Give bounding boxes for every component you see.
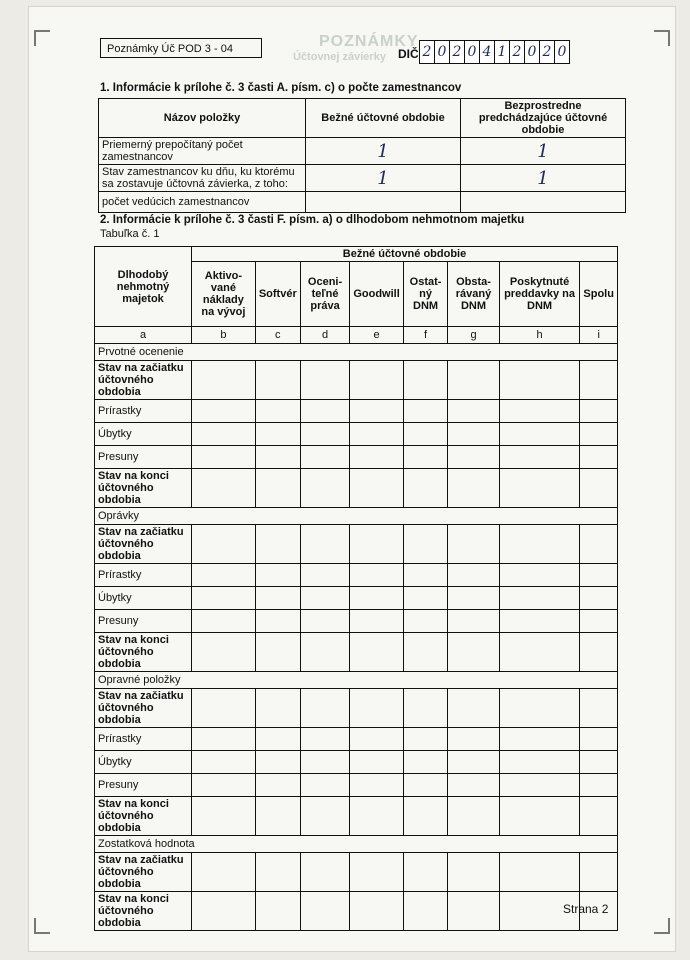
value-cell[interactable] — [300, 610, 350, 633]
value-cell[interactable] — [255, 633, 300, 672]
value-cell[interactable] — [255, 587, 300, 610]
value-cell[interactable] — [300, 446, 350, 469]
col-header: Poskytnuté preddavky na DNM — [499, 262, 580, 327]
section-1-title: 1. Informácie k prílohe č. 3 časti A. písm. c) o počte zamestnancov — [100, 82, 462, 94]
value-cell[interactable] — [403, 892, 448, 931]
value-cell[interactable] — [580, 400, 618, 423]
table-row — [95, 361, 618, 400]
value-cell[interactable] — [350, 774, 403, 797]
column-letter: b — [192, 327, 256, 344]
value-cell[interactable] — [403, 564, 448, 587]
value-cell[interactable] — [499, 689, 580, 728]
value-cell[interactable] — [192, 400, 256, 423]
value-cell[interactable] — [448, 797, 499, 836]
column-letter: c — [255, 327, 300, 344]
value-cell[interactable] — [255, 797, 300, 836]
table-row — [95, 728, 618, 751]
value-previous[interactable]: 1 — [461, 138, 626, 165]
table-row — [95, 797, 618, 836]
value-cell[interactable] — [448, 633, 499, 672]
value-cell[interactable] — [350, 564, 403, 587]
value-cell[interactable] — [255, 610, 300, 633]
value-cell[interactable] — [192, 564, 256, 587]
value-cell[interactable] — [403, 400, 448, 423]
value-cell[interactable] — [499, 525, 580, 564]
value-cell[interactable] — [448, 587, 499, 610]
value-cell[interactable] — [499, 446, 580, 469]
value-cell[interactable] — [255, 525, 300, 564]
value-cell[interactable] — [255, 446, 300, 469]
value-cell[interactable] — [300, 469, 350, 508]
table-row — [95, 610, 618, 633]
value-cell[interactable] — [580, 774, 618, 797]
value-cell[interactable] — [192, 892, 256, 931]
value-cell[interactable] — [580, 469, 618, 508]
value-cell[interactable] — [580, 728, 618, 751]
value-cell[interactable] — [300, 728, 350, 751]
row-label: Presuny — [95, 774, 192, 797]
column-letter: g — [448, 327, 499, 344]
row-label: Presuny — [95, 446, 192, 469]
group-title: Zostatková hodnota — [95, 836, 618, 853]
value-cell[interactable] — [448, 525, 499, 564]
group-row — [95, 672, 618, 689]
value-cell[interactable] — [350, 610, 403, 633]
value-cell[interactable] — [448, 469, 499, 508]
value-cell[interactable] — [192, 633, 256, 672]
value-cell[interactable] — [499, 400, 580, 423]
row-header: Dlhodobý nehmotný majetok — [95, 247, 192, 327]
value-cell[interactable] — [580, 751, 618, 774]
value-cell[interactable] — [499, 564, 580, 587]
value-cell[interactable] — [192, 774, 256, 797]
value-cell[interactable] — [300, 564, 350, 587]
table-row — [95, 423, 618, 446]
value-cell[interactable] — [192, 797, 256, 836]
value-cell[interactable] — [192, 469, 256, 508]
table-row — [95, 774, 618, 797]
table-row — [95, 564, 618, 587]
value-cell[interactable] — [192, 610, 256, 633]
dic-digit[interactable]: 2 — [509, 40, 525, 64]
value-cell[interactable] — [403, 587, 448, 610]
value-cell[interactable] — [403, 797, 448, 836]
value-cell[interactable] — [300, 689, 350, 728]
group-title: Oprávky — [95, 508, 618, 525]
row-label: Stav na začiatku účtovného obdobia — [95, 853, 192, 892]
value-cell[interactable] — [403, 689, 448, 728]
value-cell[interactable] — [255, 689, 300, 728]
value-cell[interactable] — [403, 853, 448, 892]
intangible-assets-table — [94, 246, 618, 931]
value-cell[interactable] — [448, 446, 499, 469]
value-cell[interactable] — [300, 400, 350, 423]
value-cell[interactable] — [580, 587, 618, 610]
value-cell[interactable] — [403, 469, 448, 508]
period-header: Bežné účtovné obdobie — [192, 247, 618, 262]
value-cell[interactable] — [448, 689, 499, 728]
value-cell[interactable] — [350, 797, 403, 836]
value-cell[interactable] — [300, 633, 350, 672]
col-header-item: Názov položky — [99, 99, 306, 138]
table-row — [95, 892, 618, 931]
column-letter: a — [95, 327, 192, 344]
row-label: Presuny — [95, 610, 192, 633]
row-label: Stav na konci účtovného obdobia — [95, 633, 192, 672]
value-cell[interactable] — [580, 423, 618, 446]
page-number: Strana 2 — [563, 902, 609, 916]
table-row — [95, 469, 618, 508]
row-label: Úbytky — [95, 751, 192, 774]
value-cell[interactable] — [300, 525, 350, 564]
value-cell[interactable] — [300, 423, 350, 446]
value-cell[interactable] — [350, 853, 403, 892]
value-cell[interactable] — [300, 361, 350, 400]
value-cell[interactable] — [499, 774, 580, 797]
row-label: Prírastky — [95, 564, 192, 587]
value-cell[interactable] — [499, 423, 580, 446]
value-cell[interactable] — [350, 446, 403, 469]
value-current[interactable]: 1 — [306, 165, 461, 192]
value-cell[interactable] — [255, 564, 300, 587]
table-row — [95, 446, 618, 469]
value-cell[interactable] — [580, 525, 618, 564]
value-cell[interactable] — [192, 525, 256, 564]
value-cell[interactable] — [499, 469, 580, 508]
dic-digit[interactable]: 2 — [539, 40, 555, 64]
value-cell[interactable] — [499, 751, 580, 774]
table-label: Tabuľka č. 1 — [100, 228, 160, 240]
value-cell[interactable] — [403, 610, 448, 633]
column-letter: f — [403, 327, 448, 344]
value-cell[interactable] — [255, 400, 300, 423]
value-cell[interactable] — [403, 751, 448, 774]
value-cell[interactable] — [300, 751, 350, 774]
dic-digit[interactable]: 1 — [494, 40, 510, 64]
row-label: Stav na začiatku účtovného obdobia — [95, 689, 192, 728]
row-label: Stav na konci účtovného obdobia — [95, 469, 192, 508]
row-label: Stav na začiatku účtovného obdobia — [95, 525, 192, 564]
column-letter: i — [580, 327, 618, 344]
column-letter: d — [300, 327, 350, 344]
dic-digit[interactable]: 2 — [419, 40, 435, 64]
row-label: Úbytky — [95, 587, 192, 610]
value-cell[interactable] — [499, 797, 580, 836]
value-cell[interactable] — [499, 633, 580, 672]
value-cell[interactable] — [448, 564, 499, 587]
value-cell[interactable] — [499, 361, 580, 400]
column-letter: h — [499, 327, 580, 344]
group-title: Prvotné ocenenie — [95, 344, 618, 361]
col-header: Goodwill — [350, 262, 403, 327]
value-cell[interactable] — [580, 610, 618, 633]
value-cell[interactable] — [300, 797, 350, 836]
col-header: Oceni-teľné práva — [300, 262, 350, 327]
value-cell[interactable] — [350, 689, 403, 728]
value-cell[interactable] — [580, 564, 618, 587]
value-cell[interactable] — [580, 361, 618, 400]
value-current[interactable] — [306, 192, 461, 213]
table-row — [95, 587, 618, 610]
row-label: Priemerný prepočítaný počet zamestnancov — [99, 138, 306, 165]
scan-corner-mark — [654, 918, 670, 934]
value-cell[interactable] — [192, 587, 256, 610]
value-cell[interactable] — [580, 689, 618, 728]
value-cell[interactable] — [192, 446, 256, 469]
dic-label: DIČ — [398, 47, 419, 61]
value-cell[interactable] — [448, 423, 499, 446]
value-cell[interactable] — [448, 610, 499, 633]
value-cell[interactable] — [192, 423, 256, 446]
value-cell[interactable] — [192, 751, 256, 774]
value-cell[interactable] — [403, 774, 448, 797]
value-cell[interactable] — [255, 774, 300, 797]
table-row — [99, 165, 626, 192]
value-cell[interactable] — [255, 423, 300, 446]
value-cell[interactable] — [350, 423, 403, 446]
value-cell[interactable] — [350, 525, 403, 564]
value-cell[interactable] — [255, 751, 300, 774]
value-cell[interactable] — [350, 400, 403, 423]
table-row — [95, 853, 618, 892]
table-row — [99, 192, 626, 213]
value-cell[interactable] — [192, 689, 256, 728]
value-cell[interactable] — [300, 892, 350, 931]
column-letter: e — [350, 327, 403, 344]
value-cell[interactable] — [580, 633, 618, 672]
form-code-box: Poznámky Úč POD 3 - 04 — [100, 38, 262, 58]
value-cell[interactable] — [350, 892, 403, 931]
table-row — [95, 689, 618, 728]
value-current[interactable]: 1 — [306, 138, 461, 165]
value-cell[interactable] — [403, 525, 448, 564]
col-header: Obsta-rávaný DNM — [448, 262, 499, 327]
scan-corner-mark — [34, 918, 50, 934]
value-cell[interactable] — [499, 853, 580, 892]
table-row — [99, 138, 626, 165]
value-cell[interactable] — [255, 728, 300, 751]
value-cell[interactable] — [403, 728, 448, 751]
table-row — [95, 400, 618, 423]
row-label: počet vedúcich zamestnancov — [99, 192, 306, 213]
value-cell[interactable] — [255, 853, 300, 892]
row-label: Stav na konci účtovného obdobia — [95, 797, 192, 836]
value-cell[interactable] — [448, 361, 499, 400]
value-cell[interactable] — [448, 853, 499, 892]
col-header: Aktivo-vané náklady na vývoj — [192, 262, 256, 327]
value-previous[interactable] — [461, 192, 626, 213]
value-cell[interactable] — [350, 751, 403, 774]
dic-digit[interactable]: 4 — [479, 40, 495, 64]
value-cell[interactable] — [403, 423, 448, 446]
col-header-current: Bežné účtovné obdobie — [306, 99, 461, 138]
employees-table — [98, 98, 626, 213]
value-cell[interactable] — [300, 587, 350, 610]
value-cell[interactable] — [350, 587, 403, 610]
value-cell[interactable] — [499, 610, 580, 633]
scan-corner-mark — [654, 30, 670, 46]
value-cell[interactable] — [448, 774, 499, 797]
value-cell[interactable] — [499, 728, 580, 751]
value-cell[interactable] — [499, 587, 580, 610]
dic-digit[interactable]: 0 — [524, 40, 540, 64]
group-row — [95, 836, 618, 853]
col-header: Spolu — [580, 262, 618, 327]
col-header-previous: Bezprostredne predchádzajúce účtovné obdobie — [461, 99, 626, 138]
dic-digit[interactable]: 0 — [464, 40, 480, 64]
value-cell[interactable] — [580, 797, 618, 836]
value-cell[interactable] — [403, 633, 448, 672]
value-cell[interactable] — [192, 361, 256, 400]
table-row — [95, 751, 618, 774]
col-header: Ostat-ný DNM — [403, 262, 448, 327]
dic-digit[interactable]: 2 — [449, 40, 465, 64]
value-cell[interactable] — [448, 728, 499, 751]
value-cell[interactable] — [448, 400, 499, 423]
value-cell[interactable] — [350, 728, 403, 751]
value-cell[interactable] — [300, 853, 350, 892]
bleed-through-subtitle: Účtovnej závierky — [293, 51, 386, 63]
bleed-through-title: POZNÁMKY — [319, 33, 419, 50]
value-previous[interactable]: 1 — [461, 165, 626, 192]
section-2-title: 2. Informácie k prílohe č. 3 časti F. písm. a) o dlhodobom nehmotnom majetku — [100, 214, 525, 226]
value-cell[interactable] — [255, 892, 300, 931]
scan-corner-mark — [34, 30, 50, 46]
value-cell[interactable] — [580, 446, 618, 469]
value-cell[interactable] — [350, 469, 403, 508]
table-row — [95, 525, 618, 564]
value-cell[interactable] — [403, 361, 448, 400]
value-cell[interactable] — [448, 892, 499, 931]
value-cell[interactable] — [192, 728, 256, 751]
value-cell[interactable] — [448, 751, 499, 774]
dic-digit[interactable]: 0 — [434, 40, 450, 64]
row-label: Stav na konci účtovného obdobia — [95, 892, 192, 931]
value-cell[interactable] — [255, 361, 300, 400]
group-title: Opravné položky — [95, 672, 618, 689]
row-label: Úbytky — [95, 423, 192, 446]
table-row — [95, 633, 618, 672]
row-label: Prírastky — [95, 728, 192, 751]
value-cell[interactable] — [300, 774, 350, 797]
dic-digit-boxes — [420, 40, 570, 64]
row-label: Stav zamestnancov ku dňu, ku ktorému sa zostavuje účtovná závierka, z toho: — [99, 165, 306, 192]
row-label: Stav na začiatku účtovného obdobia — [95, 361, 192, 400]
dic-digit[interactable]: 0 — [554, 40, 570, 64]
row-label: Prírastky — [95, 400, 192, 423]
value-cell[interactable] — [350, 361, 403, 400]
value-cell[interactable] — [255, 469, 300, 508]
value-cell[interactable] — [580, 853, 618, 892]
value-cell[interactable] — [192, 853, 256, 892]
col-header: Softvér — [255, 262, 300, 327]
group-row — [95, 344, 618, 361]
value-cell[interactable] — [350, 633, 403, 672]
group-row — [95, 508, 618, 525]
value-cell[interactable] — [403, 446, 448, 469]
